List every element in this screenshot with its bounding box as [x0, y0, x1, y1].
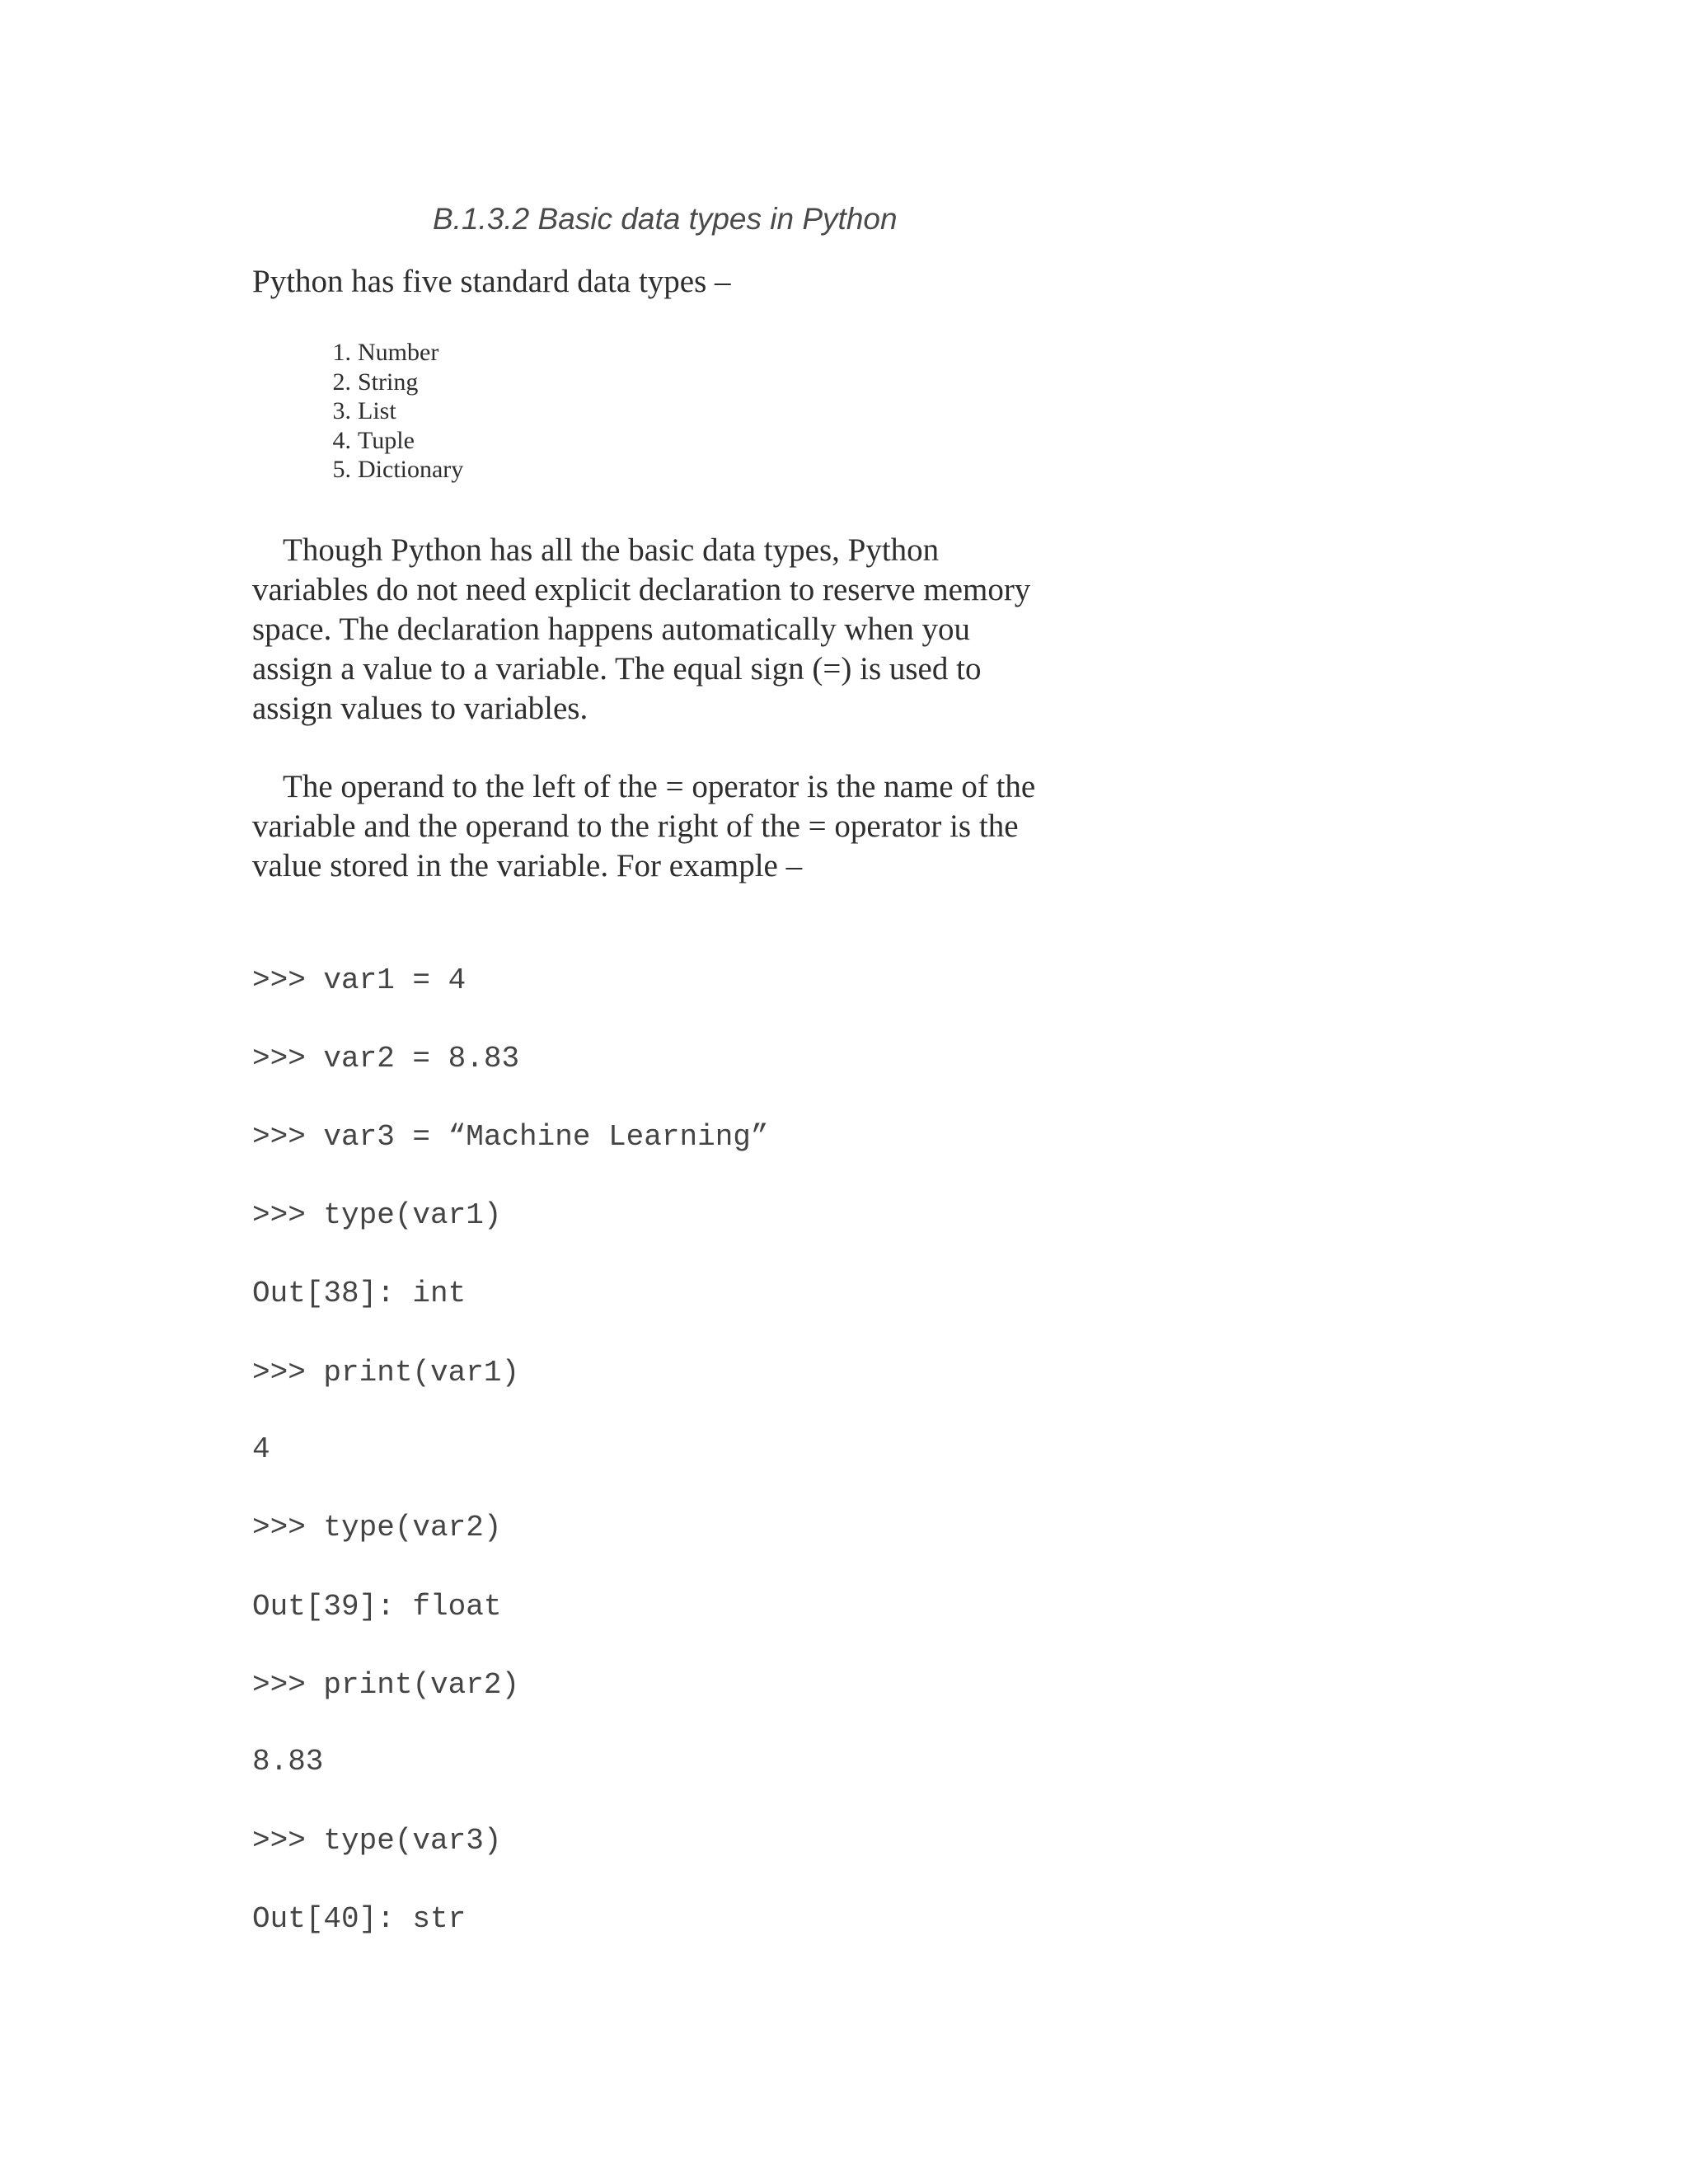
code-line: >>> print(var1)	[252, 1356, 520, 1390]
list-item-number: 5.	[332, 456, 351, 483]
code-line: Out[40]: str	[252, 1902, 467, 1936]
list-item-label: String	[358, 368, 419, 396]
section-heading: B.1.3.2 Basic data types in Python	[433, 202, 898, 236]
list-item	[321, 426, 463, 456]
data-types-list	[321, 338, 463, 485]
code-line: >>> var2 = 8.83	[252, 1042, 520, 1076]
body-paragraph-declaration: Though Python has all the basic data types, Python variables do not need explicit declaration to reserve memory space. The declaration happens automatically when you assign a value to a variable. The equal sign (=) is used to assign values to variables.	[252, 532, 1031, 726]
list-item	[321, 338, 463, 368]
list-item-label: List	[358, 397, 396, 424]
list-item-label: Dictionary	[358, 456, 464, 483]
intro-text: Python has five standard data types –	[252, 264, 731, 299]
body-paragraph-operands: The operand to the left of the = operator is the name of the variable and the operand to the right of the = operator is the value stored in the variable. For example –	[252, 769, 1036, 883]
code-line: >>> var3 = “Machine Learning”	[252, 1120, 769, 1154]
code-line: 8.83	[252, 1745, 324, 1779]
list-item-label: Number	[358, 339, 439, 366]
code-line: >>> type(var2)	[252, 1511, 502, 1544]
code-line: >>> var1 = 4	[252, 963, 467, 997]
list-item-number: 1.	[332, 339, 351, 366]
code-line: 4	[252, 1432, 270, 1466]
list-item	[321, 396, 463, 426]
list-item	[321, 455, 463, 485]
list-item	[321, 368, 463, 397]
list-item-label: Tuple	[358, 426, 415, 454]
list-item-number: 3.	[332, 397, 351, 424]
code-line: >>> type(var1)	[252, 1198, 502, 1232]
code-line: >>> type(var3)	[252, 1824, 502, 1858]
code-line: Out[38]: int	[252, 1277, 467, 1310]
list-item-number: 2.	[332, 368, 351, 396]
code-line: >>> print(var2)	[252, 1668, 520, 1702]
list-item-number: 4.	[332, 426, 351, 454]
code-line: Out[39]: float	[252, 1590, 502, 1624]
